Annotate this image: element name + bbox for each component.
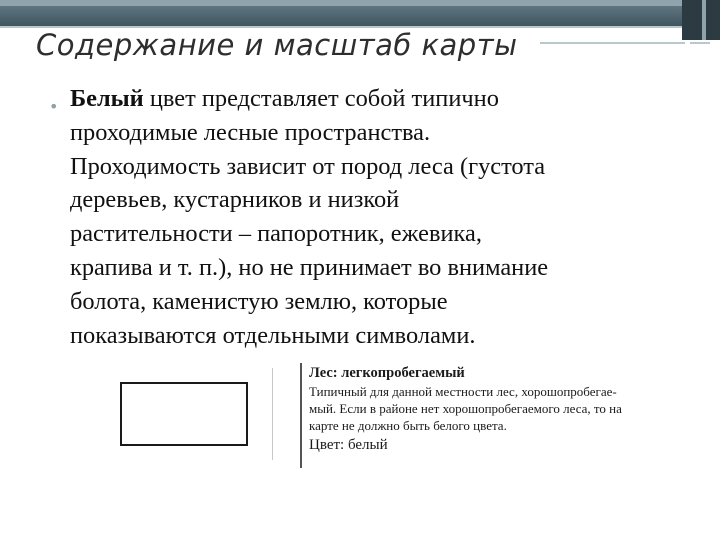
title-rule-short <box>690 42 710 44</box>
legend-color-label: Цвет: белый <box>309 437 388 453</box>
legend-divider <box>300 363 302 468</box>
bold-term: Белый <box>70 85 144 112</box>
title-rule <box>540 42 685 44</box>
paragraph-line: растительности – папоротник, ежевика, <box>70 220 482 248</box>
header-dark-band <box>0 6 720 26</box>
legend-desc-line: мый. Если в районе нет хорошопробегаемого леса, то на <box>309 401 622 416</box>
legend-desc-line: Типичный для данной местности лес, хорошопробегае- <box>309 384 617 399</box>
paragraph-line: крапива и т. п.), но не принимает во внимание <box>70 253 549 281</box>
legend-block <box>309 364 699 455</box>
paragraph-line: проходимые лесные пространства. <box>70 118 431 146</box>
corner-decoration <box>682 0 720 40</box>
paragraph-line: деревьев, кустарников и низкой <box>70 186 400 214</box>
white-forest-symbol <box>120 382 248 446</box>
legend-heading: Лес: легкопробегаемый <box>309 365 465 381</box>
header-decoration <box>0 0 720 28</box>
paragraph-line <box>70 82 710 116</box>
bullet-paragraph <box>70 82 710 352</box>
slide-title: Содержание и масштаб карты <box>36 28 518 62</box>
paragraph-line: Проходимость зависит от пород леса (густота <box>70 152 546 180</box>
panel-edge <box>272 368 273 460</box>
legend-desc-line: карте не должно быть белого цвета. <box>309 418 507 433</box>
corner-stripe <box>702 0 706 40</box>
line-text: цвет представляет собой типично <box>143 85 499 112</box>
legend-description <box>309 383 699 434</box>
paragraph-line: болота, каменистую землю, которые <box>70 287 448 315</box>
paragraph-line: показываются отдельными символами. <box>70 321 476 349</box>
bullet-icon: • <box>49 97 59 116</box>
